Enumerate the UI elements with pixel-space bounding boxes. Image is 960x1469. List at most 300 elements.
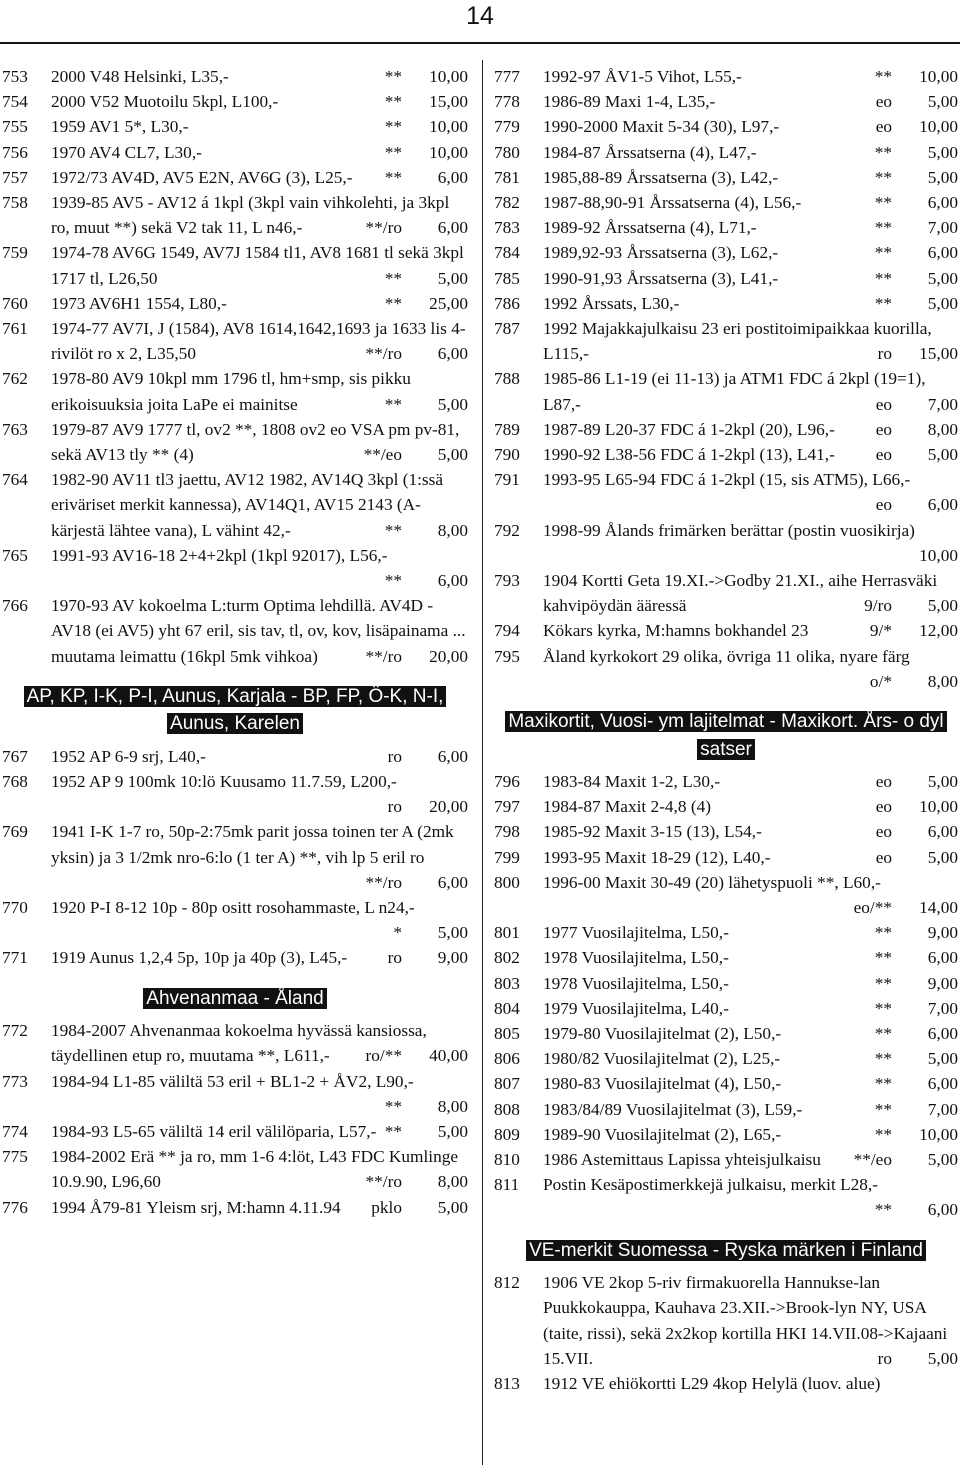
lot-price: 5,00 <box>437 394 468 414</box>
lot-number: 764 <box>2 470 28 490</box>
lot-entry <box>2 593 468 669</box>
lot-entry <box>2 89 468 114</box>
lot-grade: eo <box>875 797 892 817</box>
lot-price: 15,00 <box>429 92 468 112</box>
lot-grade: ** <box>384 142 402 162</box>
lot-price: 10,00 <box>919 1124 958 1144</box>
lot-description: 1980-83 Vuosilajitelmat (4), L50,- <box>543 1074 782 1094</box>
lot-number: 794 <box>494 621 520 641</box>
lot-price: 6,00 <box>437 872 468 892</box>
lot-number: 799 <box>494 847 520 867</box>
lot-entry <box>2 316 468 366</box>
lot-price: 5,00 <box>927 142 958 162</box>
lot-grade: eo/** <box>853 898 892 918</box>
lot-number: 789 <box>494 419 520 439</box>
lot-grade: ** <box>874 1074 892 1094</box>
lot-price: 5,00 <box>927 445 958 465</box>
lot-entry <box>494 945 958 970</box>
lot-number: 762 <box>2 369 28 389</box>
lot-description: 1983/84/89 Vuosilajitelmat (3), L59,- <box>543 1099 803 1119</box>
lot-description: 1979-87 AV9 1777 tl, ov2 **, 1808 ov2 eo VSA pm pv-81, sekä AV13 tly ** (4) <box>51 419 460 465</box>
lot-number: 787 <box>494 319 520 339</box>
lot-grade: ** <box>384 571 402 591</box>
lot-grade: eo <box>875 495 892 515</box>
lot-price: 14,00 <box>919 898 958 918</box>
lot-price: 10,00 <box>919 117 958 137</box>
lot-price: 5,00 <box>437 923 468 943</box>
lot-entry <box>494 1046 958 1071</box>
lot-grade: ro <box>877 344 892 364</box>
lot-description: 1984-93 L5-65 väliltä 14 eril välilöparia, L57,- <box>51 1121 377 1141</box>
lot-entry <box>2 64 468 89</box>
lot-number: 775 <box>2 1147 28 1167</box>
lot-number: 790 <box>494 445 520 465</box>
lot-description: 1952 AP 9 100mk 10:lö Kuusamo 11.7.59, L200,- <box>51 772 397 792</box>
lot-grade: 9/ro <box>864 596 892 616</box>
lot-number: 784 <box>494 243 520 263</box>
lot-entry <box>494 518 958 568</box>
lot-description: 1979 Vuosilajitelma, L40,- <box>543 998 729 1018</box>
lot-entry <box>2 1119 468 1144</box>
lot-grade: ro <box>387 746 402 766</box>
lot-entry <box>494 845 958 870</box>
lot-entry <box>2 895 468 945</box>
lot-description: 1978 Vuosilajitelma, L50,- <box>543 948 729 968</box>
lot-entry <box>494 644 958 694</box>
lot-description: 1984-2002 Erä ** ja ro, mm 1-6 4:löt, L43 FDC Kumlinge 10.9.90, L96,60 <box>51 1147 459 1192</box>
lot-entry <box>494 366 958 416</box>
lot-entry <box>494 316 958 366</box>
lot-description: 1994 Å79-81 Yleism srj, M:hamn 4.11.94 <box>51 1197 341 1217</box>
lot-grade: ** <box>384 117 402 137</box>
lot-description: 1904 Kortti Geta 19.XI.->Godby 21.XI., aihe Herrasväki kahvipöydän ääressä <box>543 571 938 616</box>
lot-price: 15,00 <box>919 344 958 364</box>
lot-description: 1990-91,93 Årssatserna (3), L41,- <box>543 268 779 288</box>
lot-number: 763 <box>2 419 28 439</box>
lot-entry <box>2 366 468 416</box>
lot-entry <box>494 1021 958 1046</box>
lot-grade: ** <box>384 1096 402 1116</box>
lot-entry <box>2 744 468 769</box>
lot-description: 1996-00 Maxit 30-49 (20) lähetyspuoli **, L60,- <box>543 872 881 892</box>
lot-grade: * <box>393 923 402 943</box>
lot-grade: ** <box>384 67 402 86</box>
lot-entry <box>494 467 958 517</box>
lot-entry <box>494 1097 958 1122</box>
column-divider <box>482 60 483 1465</box>
section-heading-text: Ahvenanmaa - Åland <box>143 988 326 1009</box>
lot-description: 1978 Vuosilajitelma, L50,- <box>543 973 729 993</box>
lot-description: 1984-2007 Ahvenanmaa kokoelma hyvässä kansiossa, täydellinen etup ro, muutama **, L611,- <box>51 1021 427 1066</box>
lot-price: 6,00 <box>927 1024 958 1044</box>
lot-description: Postin Kesäpostimerkkejä julkaisu, merkit L28,- <box>543 1175 879 1195</box>
lot-price: 6,00 <box>927 1200 958 1220</box>
header-rule <box>0 42 960 44</box>
lot-description: 1972/73 AV4D, AV5 E2N, AV6G (3), L25,- <box>51 167 353 187</box>
lot-number: 800 <box>494 872 520 892</box>
lot-number: 760 <box>2 293 28 313</box>
lot-description: Åland kyrkokort 29 olika, övriga 11 olika, nyare färg <box>543 646 910 666</box>
lot-entry <box>2 769 468 819</box>
lot-grade: ** <box>384 394 402 414</box>
lot-description: 1998-99 Ålands frimärken berättar (postin vuosikirja) <box>543 520 915 540</box>
lot-grade: ** <box>874 243 892 263</box>
lot-description: 1973 AV6H1 1554, L80,- <box>51 293 227 313</box>
lot-description: 1992-97 ÅV1-5 Vihot, L55,- <box>543 67 742 86</box>
lot-price: 6,00 <box>927 822 958 842</box>
lot-description: 1993-95 L65-94 FDC á 1-2kpl (15, sis ATM5), L66,- <box>543 470 911 490</box>
lot-price: 10,00 <box>429 67 468 86</box>
lot-grade: **/eo <box>853 1150 892 1170</box>
lot-price: 8,00 <box>437 520 468 540</box>
lot-price: 12,00 <box>919 621 958 641</box>
lot-description: 1986 Astemittaus Lapissa yhteisjulkaisu <box>543 1150 821 1170</box>
lot-description: 1986-89 Maxi 1-4, L35,- <box>543 92 716 112</box>
lot-grade: ro <box>387 797 402 817</box>
lot-grade: **/ro <box>365 1172 402 1192</box>
lot-grade: 9/* <box>869 621 892 641</box>
lot-price: 5,00 <box>437 1121 468 1141</box>
lot-number: 804 <box>494 998 520 1018</box>
lot-entry <box>494 971 958 996</box>
lot-number: 773 <box>2 1071 28 1091</box>
lot-price: 5,00 <box>927 772 958 792</box>
lot-entry <box>494 114 958 139</box>
lot-number: 811 <box>494 1175 520 1195</box>
lot-price: 8,00 <box>437 1172 468 1192</box>
lot-price: 9,00 <box>437 948 468 968</box>
lot-grade: ** <box>874 193 892 213</box>
lot-grade: ro <box>387 948 402 968</box>
lot-entry <box>494 618 958 643</box>
lot-number: 786 <box>494 293 520 313</box>
lot-price: 5,00 <box>927 1348 958 1368</box>
lot-grade: ** <box>384 167 402 187</box>
lot-grade: eo <box>875 394 892 414</box>
lot-number: 798 <box>494 822 520 842</box>
lot-number: 802 <box>494 948 520 968</box>
lot-description: 1974-78 AV6G 1549, AV7J 1584 tl1, AV8 1681 tl sekä 3kpl 1717 tl, L26,50 <box>51 243 464 288</box>
lot-price: 9,00 <box>927 923 958 943</box>
lot-description: 1992 Årssats, L30,- <box>543 293 680 313</box>
lot-price: 8,00 <box>927 671 958 691</box>
right-column <box>494 64 958 1396</box>
lot-price: 7,00 <box>927 998 958 1018</box>
lot-entry <box>494 769 958 794</box>
lot-number: 767 <box>2 746 28 766</box>
lot-price: 6,00 <box>437 344 468 364</box>
lot-description: 2000 V52 Muotoilu 5kpl, L100,- <box>51 92 279 112</box>
lot-number: 755 <box>2 117 28 137</box>
lot-entry <box>494 291 958 316</box>
lot-grade: ** <box>874 948 892 968</box>
lot-description: 1987-88,90-91 Årssatserna (4), L56,- <box>543 193 802 213</box>
lot-description: 1984-87 Årssatserna (4), L47,- <box>543 142 757 162</box>
lot-description: 1989-90 Vuosilajitelmat (2), L65,- <box>543 1124 782 1144</box>
lot-description: 1952 AP 6-9 srj, L40,- <box>51 746 206 766</box>
lot-grade: eo <box>875 847 892 867</box>
lot-number: 801 <box>494 923 520 943</box>
lot-number: 758 <box>2 193 28 213</box>
lot-entry <box>2 417 468 467</box>
lot-price: 5,00 <box>437 268 468 288</box>
lot-entry <box>494 1147 958 1172</box>
lot-number: 779 <box>494 117 520 137</box>
lot-price: 5,00 <box>437 445 468 465</box>
lot-entry <box>494 417 958 442</box>
lot-number: 761 <box>2 319 28 339</box>
lot-description: 1980/82 Vuosilajitelmat (2), L25,- <box>543 1049 781 1069</box>
lot-price: 25,00 <box>429 293 468 313</box>
lot-entry <box>494 266 958 291</box>
lot-description: 1939-85 AV5 - AV12 á 1kpl (3kpl vain vihkolehti, ja 3kpl ro, muut **) sekä V2 tak 11, L n46,- <box>51 193 450 238</box>
lot-entry <box>2 819 468 895</box>
lot-entry <box>494 568 958 618</box>
lot-entry <box>494 1122 958 1147</box>
lot-description: 1990-92 L38-56 FDC á 1-2kpl (13), L41,- <box>543 445 835 465</box>
lot-grade: **/ro <box>365 218 402 238</box>
lot-entry <box>2 165 468 190</box>
lot-entry <box>494 442 958 467</box>
lot-entry <box>494 1270 958 1371</box>
lot-price: 20,00 <box>429 797 468 817</box>
lot-grade: ** <box>874 1099 892 1119</box>
lot-price: 5,00 <box>437 1197 468 1217</box>
section-heading-text: VE-merkit Suomessa - Ryska märken i Finland <box>526 1240 926 1261</box>
lot-entry <box>2 1195 468 1220</box>
lot-grade: ** <box>874 293 892 313</box>
lot-number: 808 <box>494 1099 520 1119</box>
lot-entry <box>2 1069 468 1119</box>
lot-grade: ** <box>384 268 402 288</box>
lot-number: 813 <box>494 1373 520 1393</box>
lot-entry <box>494 996 958 1021</box>
lot-grade: o/* <box>869 671 892 691</box>
lot-description: 1982-90 AV11 tl3 jaettu, AV12 1982, AV14Q 3kpl (1:ssä eriväriset merkit kannessa), AV14Q1, AV15 2143 (A-kärjestä lähtee vana), L vähint 42,- <box>51 470 444 540</box>
section-heading <box>2 985 468 1013</box>
lot-price: 5,00 <box>927 847 958 867</box>
lot-grade: ** <box>874 973 892 993</box>
left-column <box>2 64 468 1220</box>
lot-grade: ** <box>384 520 402 540</box>
section-heading <box>494 708 958 763</box>
lot-description: 1959 AV1 5*, L30,- <box>51 117 189 137</box>
lot-description: 1990-2000 Maxit 5-34 (30), L97,- <box>543 117 780 137</box>
lot-number: 792 <box>494 520 520 540</box>
lot-price: 5,00 <box>927 596 958 616</box>
lot-entry <box>494 1371 958 1396</box>
lot-price: 10,00 <box>429 117 468 137</box>
lot-grade: ** <box>874 167 892 187</box>
lot-price: 10,00 <box>919 797 958 817</box>
lot-number: 757 <box>2 167 28 187</box>
lot-price: 10,00 <box>429 142 468 162</box>
lot-description: 1977 Vuosilajitelma, L50,- <box>543 923 729 943</box>
lot-price: 5,00 <box>927 167 958 187</box>
lot-entry <box>494 920 958 945</box>
lot-description: 1941 I-K 1-7 ro, 50p-2:75mk parit jossa toinen ter A (2mk yksin) ja 3 1/2mk nro-6:lo (1 ter A) **, vih lp 5 eril ro <box>51 822 454 867</box>
lot-grade: eo <box>875 117 892 137</box>
section-heading <box>2 683 468 738</box>
lot-grade: eo <box>875 419 892 439</box>
lot-entry <box>494 794 958 819</box>
lot-number: 772 <box>2 1021 28 1041</box>
lot-description: 1984-87 Maxit 2-4,8 (4) <box>543 797 711 817</box>
lot-grade: ** <box>874 218 892 238</box>
lot-number: 803 <box>494 973 520 993</box>
lot-number: 765 <box>2 545 28 565</box>
lot-grade: **/ro <box>365 344 402 364</box>
lot-grade: eo <box>875 92 892 112</box>
lot-grade: ** <box>874 1200 892 1220</box>
page-number: 14 <box>466 2 494 30</box>
lot-entry <box>494 89 958 114</box>
lot-price: 10,00 <box>919 545 958 565</box>
lot-price: 6,00 <box>437 167 468 187</box>
lot-description: 1919 Aunus 1,2,4 5p, 10p ja 40p (3), L45,- <box>51 948 348 968</box>
lot-entry <box>494 1172 958 1222</box>
lot-description: 1920 P-I 8-12 10p - 80p ositt rosohammaste, L n24,- <box>51 898 415 918</box>
lot-price: 6,00 <box>437 571 468 591</box>
lot-number: 774 <box>2 1121 28 1141</box>
lot-number: 770 <box>2 898 28 918</box>
lot-number: 810 <box>494 1150 520 1170</box>
lot-price: 6,00 <box>927 948 958 968</box>
lot-grade: ** <box>874 998 892 1018</box>
lot-description: 1979-80 Vuosilajitelmat (2), L50,- <box>543 1024 782 1044</box>
lot-price: 6,00 <box>437 746 468 766</box>
lot-number: 766 <box>2 596 28 616</box>
lot-price: 40,00 <box>429 1046 468 1066</box>
lot-description: 1992 Majakkajulkaisu 23 eri postitoimipaikkaa kuorilla, L115,- <box>543 319 932 364</box>
lot-number: 771 <box>2 948 28 968</box>
lot-number: 796 <box>494 772 520 792</box>
lot-number: 797 <box>494 797 520 817</box>
lot-price: 6,00 <box>927 1074 958 1094</box>
lot-number: 795 <box>494 646 520 666</box>
lot-grade: ** <box>874 67 892 86</box>
lot-number: 806 <box>494 1049 520 1069</box>
lot-description: 1970 AV4 CL7, L30,- <box>51 142 202 162</box>
lot-price: 6,00 <box>927 495 958 515</box>
lot-price: 8,00 <box>437 1096 468 1116</box>
lot-number: 812 <box>494 1273 520 1293</box>
lot-grade: eo <box>875 822 892 842</box>
lot-entry <box>2 190 468 240</box>
lot-grade: **/ro <box>365 872 402 892</box>
lot-description: 1985-86 L1-19 (ei 11-13) ja ATM1 FDC á 2kpl (19=1), L87,- <box>543 369 926 414</box>
lot-description: 1974-77 AV7I, J (1584), AV8 1614,1642,1693 ja 1633 lis 4-rivilöt ro x 2, L35,50 <box>51 319 466 364</box>
lot-entry <box>494 190 958 215</box>
lot-number: 782 <box>494 193 520 213</box>
section-heading-text: Maxikortit, Vuosi- ym lajitelmat - Maxikort. Års- o dyl satser <box>505 711 946 760</box>
lot-grade: ** <box>874 1024 892 1044</box>
lot-entry <box>494 1071 958 1096</box>
lot-price: 6,00 <box>927 193 958 213</box>
lot-number: 769 <box>2 822 28 842</box>
lot-description: 1989-92 Årssatserna (4), L71,- <box>543 218 757 238</box>
lot-price: 9,00 <box>927 973 958 993</box>
lot-entry <box>2 1144 468 1194</box>
lot-description: 1989,92-93 Årssatserna (3), L62,- <box>543 243 779 263</box>
lot-description: 1987-89 L20-37 FDC á 1-2kpl (20), L96,- <box>543 419 835 439</box>
lot-grade: ** <box>874 142 892 162</box>
lot-entry <box>494 140 958 165</box>
lot-description: 1978-80 AV9 10kpl mm 1796 tl, hm+smp, sis pikku erikoisuuksia joita LaPe ei mainitse <box>51 369 411 414</box>
lot-description: 1983-84 Maxit 1-2, L30,- <box>543 772 721 792</box>
lot-price: 5,00 <box>927 268 958 288</box>
lot-number: 780 <box>494 142 520 162</box>
lot-description: 1985,88-89 Årssatserna (3), L42,- <box>543 167 779 187</box>
lot-price: 20,00 <box>429 646 468 666</box>
lot-grade: ** <box>874 1124 892 1144</box>
lot-entry <box>2 1018 468 1068</box>
lot-description: 1993-95 Maxit 18-29 (12), L40,- <box>543 847 771 867</box>
lot-number: 809 <box>494 1124 520 1144</box>
lot-grade: eo <box>875 445 892 465</box>
lot-number: 781 <box>494 167 520 187</box>
lot-description: 1991-93 AV16-18 2+4+2kpl (1kpl 92017), L56,- <box>51 545 388 565</box>
lot-entry <box>494 64 958 89</box>
lot-entry <box>2 945 468 970</box>
lot-entry <box>2 291 468 316</box>
lot-grade: eo <box>875 772 892 792</box>
lot-number: 768 <box>2 772 28 792</box>
section-heading <box>494 1237 958 1265</box>
lot-entry <box>2 240 468 290</box>
lot-price: 5,00 <box>927 293 958 313</box>
lot-grade: pklo <box>371 1197 402 1217</box>
lot-description: 1906 VE 2kop 5-riv firmakuorella Hannukse-lan Puukkokauppa, Kauhava 23.XII.->Brook-lyn NY, USA (taite, rissi), sekä 2x2kop kortilla HKI 14.VII.08->Kajaani 15.VII. <box>543 1273 948 1368</box>
lot-description: 1912 VE ehiökortti L29 4kop Helylä (luov. alue) <box>543 1373 881 1393</box>
lot-entry <box>2 543 468 593</box>
lot-description: 1984-94 L1-85 väliltä 53 eril + BL1-2 + ÅV2, L90,- <box>51 1071 414 1091</box>
lot-entry <box>494 870 958 920</box>
lot-grade: ro <box>877 1348 892 1368</box>
lot-number: 754 <box>2 92 28 112</box>
lot-price: 5,00 <box>927 1150 958 1170</box>
lot-grade: **/eo <box>363 445 402 465</box>
lot-number: 805 <box>494 1024 520 1044</box>
lot-price: 10,00 <box>919 67 958 86</box>
lot-number: 793 <box>494 571 520 591</box>
lot-number: 807 <box>494 1074 520 1094</box>
lot-number: 785 <box>494 268 520 288</box>
lot-price: 7,00 <box>927 1099 958 1119</box>
lot-entry <box>2 467 468 543</box>
lot-number: 753 <box>2 67 28 86</box>
lot-number: 777 <box>494 67 520 86</box>
lot-description: 1985-92 Maxit 3-15 (13), L54,- <box>543 822 762 842</box>
lot-number: 791 <box>494 470 520 490</box>
lot-price: 6,00 <box>437 218 468 238</box>
lot-entry <box>494 819 958 844</box>
lot-number: 783 <box>494 218 520 238</box>
lot-price: 5,00 <box>927 1049 958 1069</box>
lot-price: 7,00 <box>927 218 958 238</box>
lot-grade: ** <box>874 1049 892 1069</box>
lot-grade: ro/** <box>365 1046 402 1066</box>
lot-price: 6,00 <box>927 243 958 263</box>
lot-description: Kökars kyrka, M:hamns bokhandel 23 <box>543 621 809 641</box>
lot-price: 5,00 <box>927 92 958 112</box>
lot-number: 788 <box>494 369 520 389</box>
lot-description: 2000 V48 Helsinki, L35,- <box>51 67 229 86</box>
lot-entry <box>494 165 958 190</box>
lot-number: 759 <box>2 243 28 263</box>
lot-price: 7,00 <box>927 394 958 414</box>
lot-number: 776 <box>2 1197 28 1217</box>
